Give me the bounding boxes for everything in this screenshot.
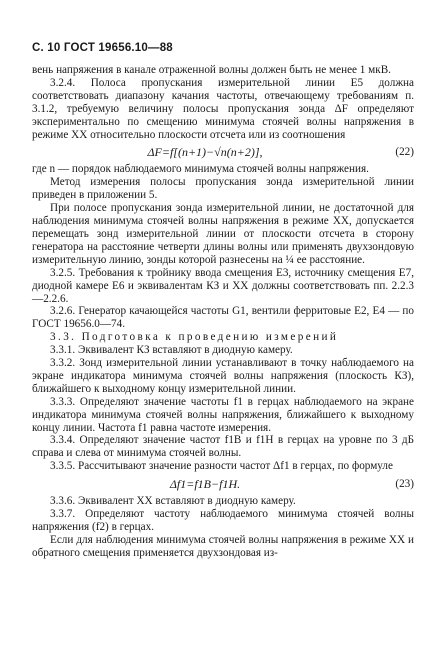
paragraph: 3.3.2. Зонд измерительной линии устанавливают в точку наблюдаемого на экране индикатора минимума стоячей волны напряжения (плоскость КЗ), ближайшего к выходному концу измерительной линии.: [32, 357, 414, 395]
page-header: С. 10 ГОСТ 19656.10—88: [32, 42, 173, 54]
equation-text: Δf1=f1В−f1Н.: [169, 476, 241, 491]
section-heading: 3.3. Подготовка к проведению измерений: [50, 331, 339, 344]
paragraph: 3.3.3. Определяют значение частоты f1 в герцах наблюдаемого на экране индикатора минимума стоячей волны напряжения, ближайшего к выходному концу линии. Частота f1 равна частоте измерения.: [32, 395, 414, 434]
equation-23: [32, 473, 414, 495]
paragraph: 3.3.7. Определяют частоту наблюдаемого минимума стоячей волны напряжения (f2) в герцах.: [32, 508, 414, 533]
paragraph: вень напряжения в канале отраженной волны должен быть не менее 1 мкВ.: [32, 64, 391, 76]
paragraph: где n — порядок наблюдаемого минимума стоячей волны напряжения.: [32, 163, 369, 176]
paragraph: 3.2.5. Требования к тройнику ввода смещения Е3, источнику смещения Е7, диодной камере Е6 и эквивалентам КЗ и XX должны соответствовать пп. 2.2.3—2.2.6.: [32, 266, 414, 305]
paragraph: 3.3.5. Рассчитывают значение разности частот Δf1 в герцах, по формуле: [50, 460, 393, 473]
paragraph: 3.3.1. Эквивалент КЗ вставляют в диодную камеру.: [50, 344, 293, 357]
equation-number: (23): [395, 477, 414, 490]
paragraph: 3.2.6. Генератор качающейся частоты G1, вентили ферритовые Е2, Е4 — по ГОСТ 19656.0—74.: [32, 305, 414, 331]
paragraph: Если для наблюдения минимума стоячей волны напряжения в режиме XX и обратного смещения применяется двухзондовая из-: [32, 533, 414, 559]
paragraph: 3.3.6. Эквивалент XX вставляют в диодную камеру.: [50, 495, 296, 508]
equation-number: (22): [395, 145, 414, 158]
document-body: [32, 64, 414, 560]
equation-22: [32, 141, 414, 163]
equation-text: ΔF=f[(n+1)−√n(n+2)],: [147, 144, 263, 159]
paragraph: 3.2.4. Полоса пропускания измерительной линии Е5 должна соответствовать диапазону качания частоты, отвечающему требованиям п. 3.1.2, требуемую величину полосы пропускания зонда ΔF определяют экспериментально по смещению минимума стоячей волны напряжения в режиме XX относительно плоскости отсчета или из соотношения: [32, 76, 414, 141]
paragraph: 3.3.4. Определяют значение частот f1В и f1Н в герцах на уровне по 3 дБ справа и слева от минимума стоячей волны.: [32, 434, 414, 460]
paragraph: При полосе пропускания зонда измерительной линии, не достаточной для наблюдения минимума стоячей волны напряжения в режиме XX, допускается перемещать зонд измерительной линии от плоскости отсчета в сторону генератора на расстояние четверти длины волны или применять двухзондовую измерительную линию, зонды которой разнесены на ¼ ее расстояние.: [32, 202, 414, 266]
paragraph: Метод измерения полосы пропускания зонда измерительной линии приведен в приложении 5.: [32, 176, 414, 202]
